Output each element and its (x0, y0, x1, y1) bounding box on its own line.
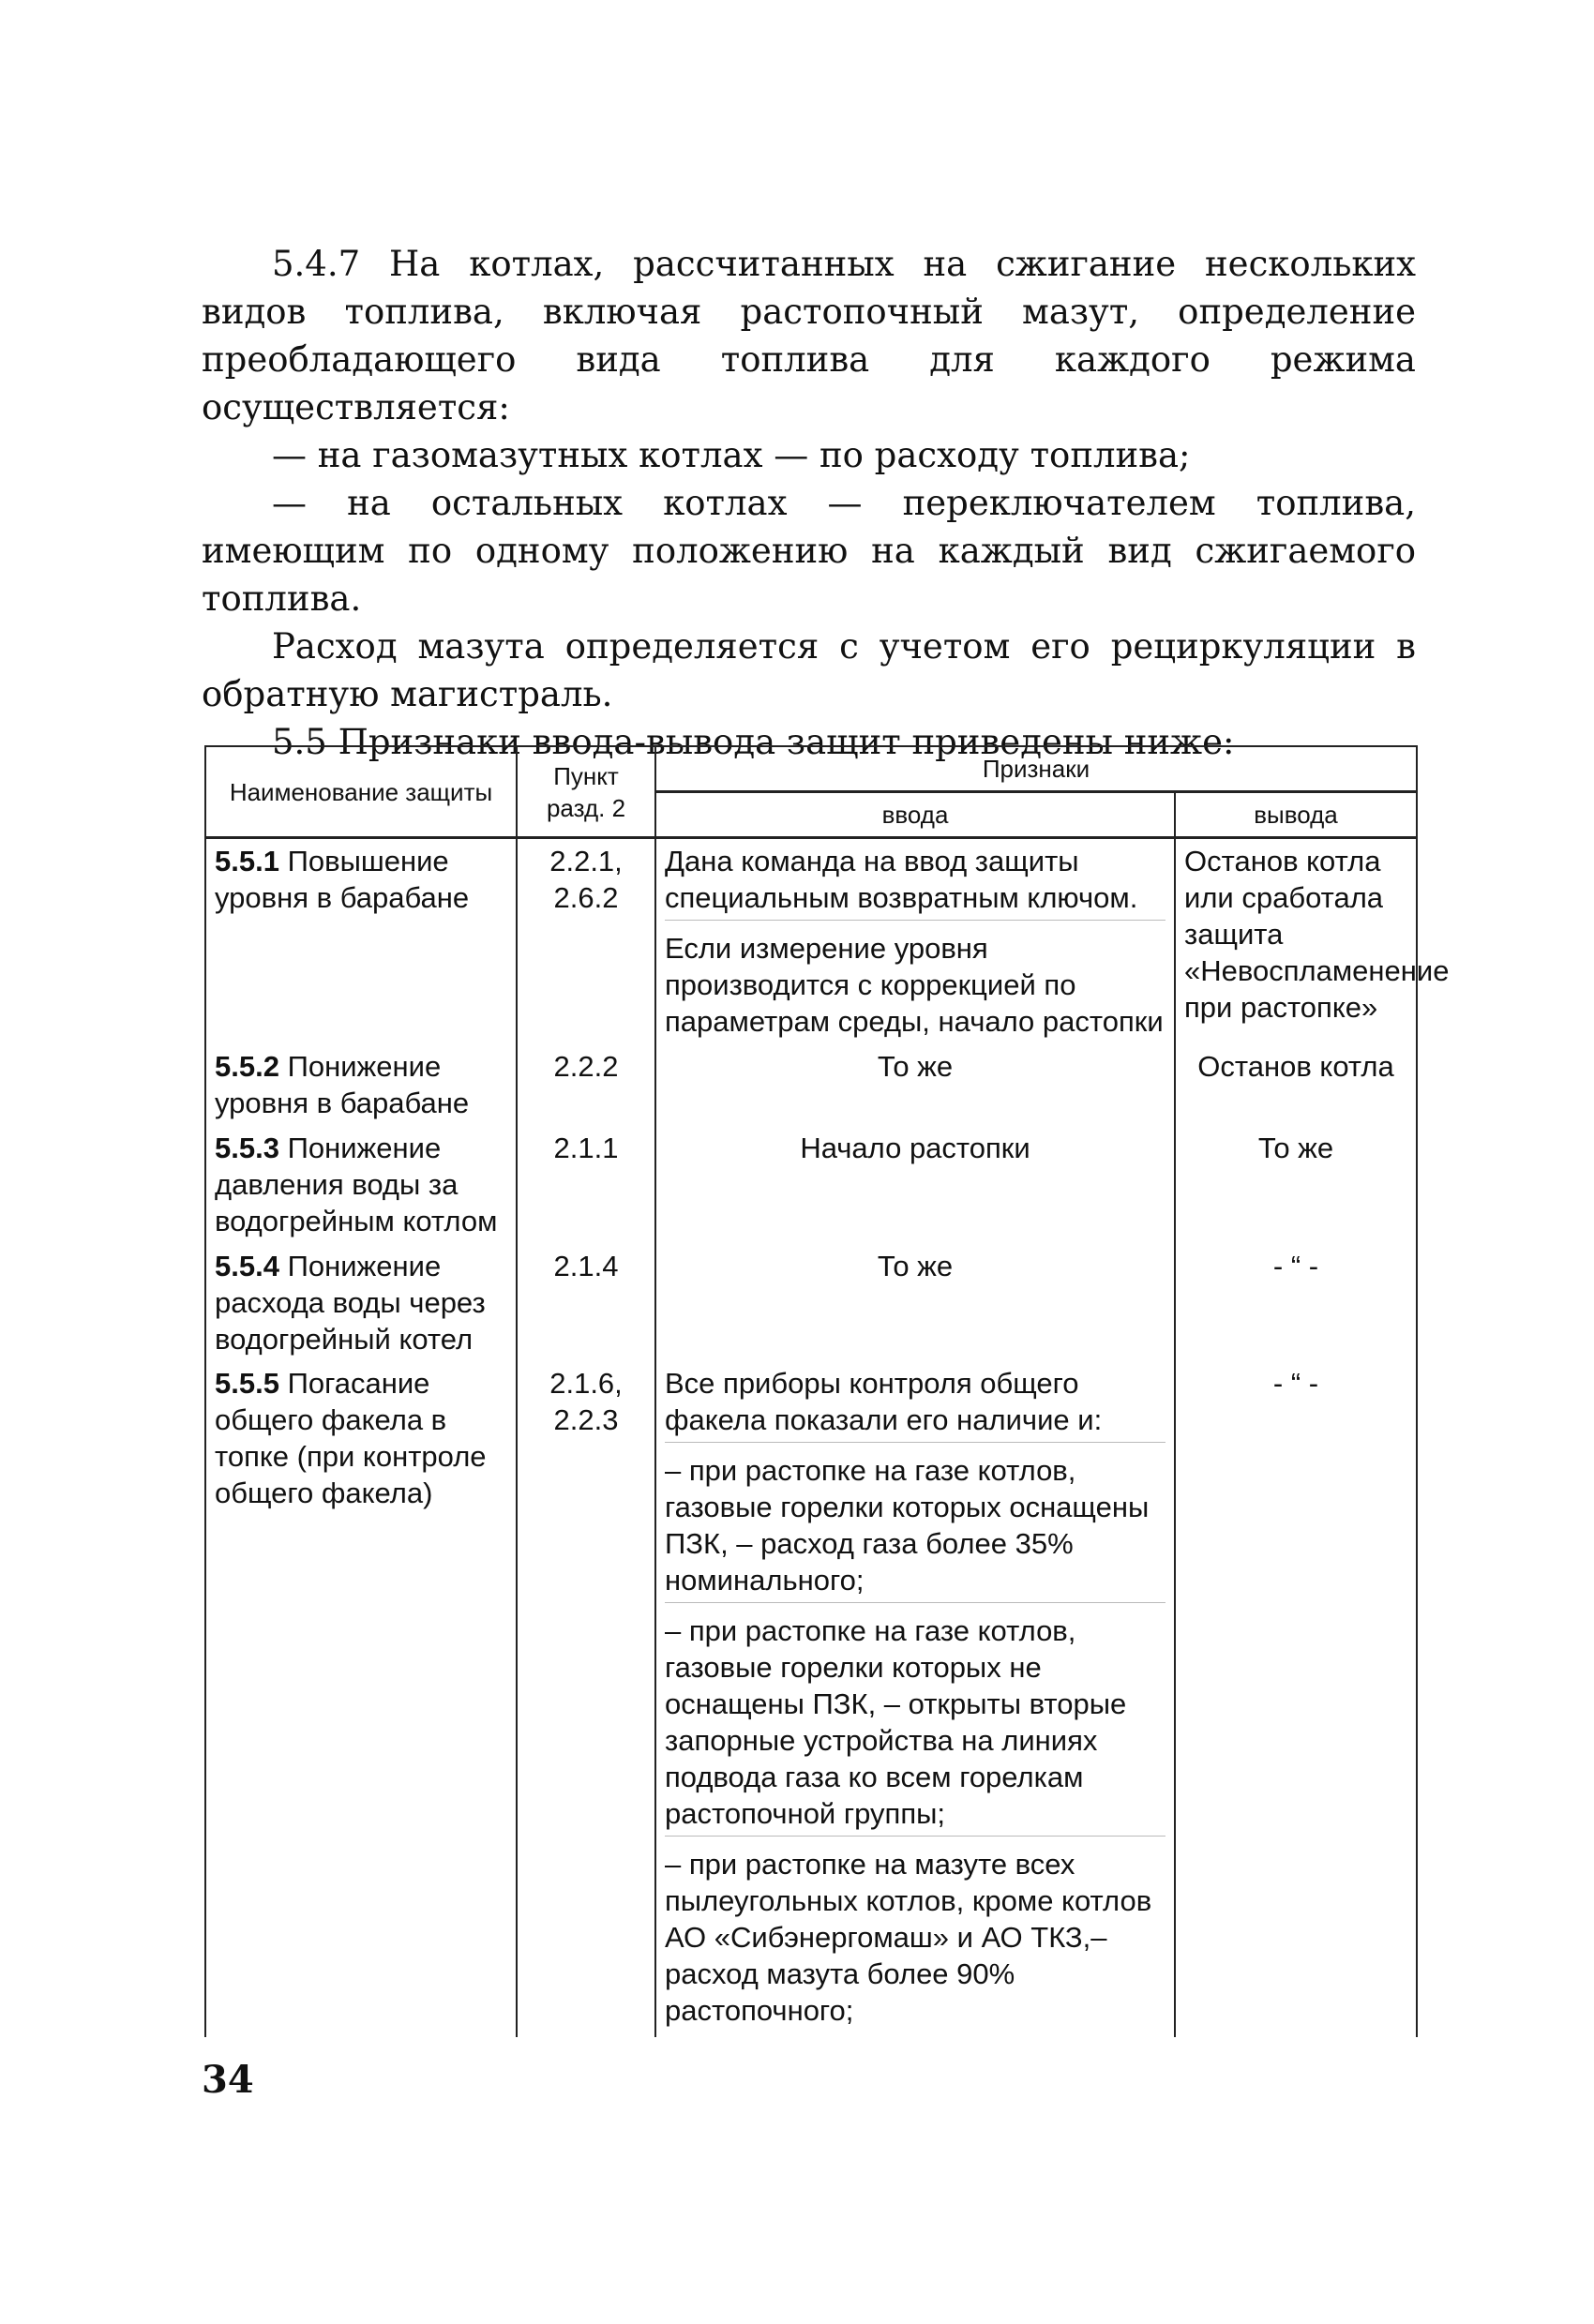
input-sign-cell: Начало растопки (655, 1126, 1175, 1244)
paragraph-fuel-oil-flow: Расход мазута определяется с учетом его рециркуляции в обратную магистраль. (202, 626, 1416, 714)
output-sign-cell: Останов котла (1175, 1044, 1417, 1126)
input-sign-cell (655, 838, 1175, 1045)
protection-number: 5.5.1 (215, 845, 279, 877)
divider (665, 1836, 1165, 1846)
section-item-cell: 2.2.1, 2.6.2 (517, 838, 655, 1045)
paragraph-other-boilers: — на остальных котлах — переключателем топлива, имеющим по одному положению на каждый вид сжигаемого топлива. (202, 483, 1416, 619)
input-sign-text: Если измерение уровня производится с коррекцией по параметрам среды, начало растопки (665, 932, 1164, 1038)
protection-name: Погасание общего факела в топке (при контроле общего факела) (215, 1367, 487, 1510)
protection-signs-table (204, 745, 1450, 2037)
input-sign-text: – при растопке на газе котлов, газовые горелки которых оснащены ПЗК, – расход газа более 35% номинального; (665, 1454, 1150, 1597)
table-row (205, 1044, 1417, 1126)
table-row (205, 1361, 1417, 2037)
protection-name: Понижение давления воды за водогрейным котлом (215, 1131, 498, 1237)
body-text (202, 240, 1416, 766)
protection-name-cell (205, 1361, 517, 2037)
output-sign-cell: - “ - (1175, 1244, 1417, 1362)
protection-name-cell (205, 1126, 517, 1244)
input-sign-text: Дана команда на ввод защиты специальным возвратным ключом. (665, 845, 1138, 914)
output-sign-cell: То же (1175, 1126, 1417, 1244)
table-row (205, 1126, 1417, 1244)
input-sign-cell: То же (655, 1244, 1175, 1362)
paragraph-5-4-7: 5.4.7 На котлах, рассчитанных на сжигание нескольких видов топлива, включая растопочный мазут, определение преобладающего вида топлива для каждого режима осуществляется: (202, 244, 1416, 427)
input-sign-cell: То же (655, 1044, 1175, 1126)
input-sign-cell (655, 1361, 1175, 2037)
protection-name: Понижение расхода воды через водогрейный котел (215, 1249, 486, 1356)
input-sign-text: Все приборы контроля общего факела показали его наличие и: (665, 1367, 1103, 1437)
paragraph-gas-oil-boilers: — на газомазутных котлах — по расходу топлива; (272, 435, 1191, 475)
input-sign-text: – при растопке на газе котлов, газовые горелки которых не оснащены ПЗК, – открыты вторые запорные устройства на линиях подвода газа ко всем горелкам растопочной группы; (665, 1614, 1127, 1831)
divider (665, 1602, 1165, 1612)
output-sign-cell: - “ - (1175, 1361, 1417, 2037)
divider (665, 920, 1165, 930)
protection-number: 5.5.3 (215, 1131, 279, 1164)
protection-name-cell (205, 1044, 517, 1126)
section-item-cell: 2.1.1 (517, 1126, 655, 1244)
protection-number: 5.5.4 (215, 1249, 279, 1282)
section-item-cell: 2.1.4 (517, 1244, 655, 1362)
input-sign-text: – при растопке на мазуте всех пылеугольных котлов, кроме котлов АО «Сибэнергомаш» и АО ТКЗ,– расход мазута более 90% растопочного; (665, 1848, 1152, 2028)
table-row (205, 1244, 1417, 1362)
output-sign-cell: Останов котла или сработала защита «Невоспламенение при растопке» (1175, 838, 1417, 1045)
protection-name-cell (205, 838, 517, 1045)
table-row (205, 838, 1417, 1045)
page-number: 34 (202, 2058, 254, 2102)
protection-number: 5.5.2 (215, 1050, 279, 1084)
header-input: ввода (655, 792, 1175, 838)
protection-name: Понижение уровня в барабане (215, 1050, 470, 1120)
header-section-item: Пункт разд. 2 (517, 746, 655, 838)
protection-number: 5.5.5 (215, 1367, 279, 1401)
protection-name-cell (205, 1244, 517, 1362)
header-signs: Признаки (655, 746, 1417, 792)
header-output: вывода (1175, 792, 1417, 838)
section-item-cell: 2.2.2 (517, 1044, 655, 1126)
section-item-cell: 2.1.6, 2.2.3 (517, 1361, 655, 2037)
divider (665, 1442, 1165, 1452)
protection-name: Повышение уровня в барабане (215, 845, 470, 914)
header-protection-name: Наименование защиты (205, 746, 517, 838)
paragraph-5-5: 5.5 Признаки ввода-вывода защит приведены ниже: (272, 722, 1235, 762)
